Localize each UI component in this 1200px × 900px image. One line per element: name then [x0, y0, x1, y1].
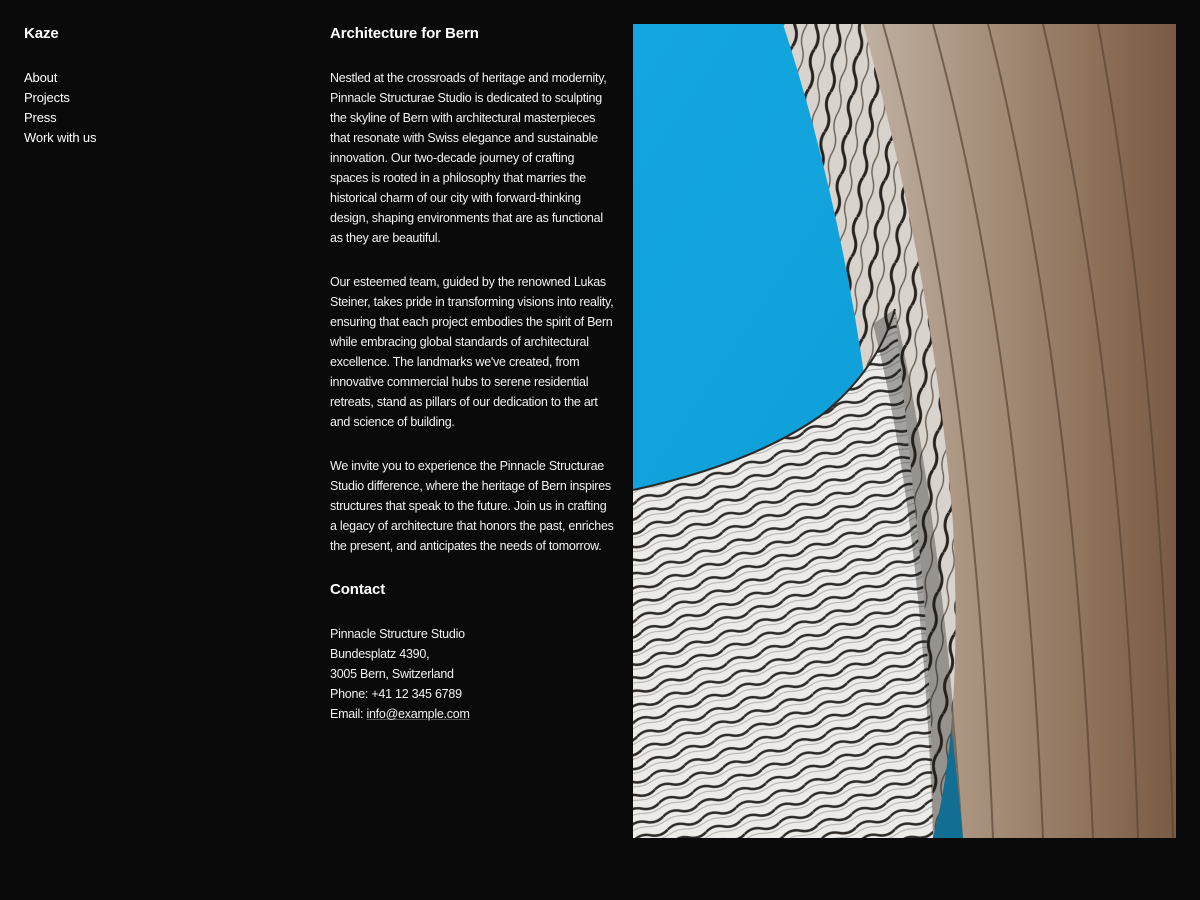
page-title: Architecture for Bern: [330, 25, 479, 42]
team-paragraph: Our esteemed team, guided by the renowned Lukas Steiner, takes pride in transforming visions into reality, ensuring that each project embodies the spirit of Bern while embracing global standards of architectural excellence. The landmarks we've created, from innovative commercial hubs to serene residential retreats, stand as pillars of our dedication to the art and science of building.: [330, 275, 614, 429]
contact-email-row: [330, 704, 615, 724]
nav-item-projects: [24, 88, 96, 108]
architecture-photo: [633, 24, 1176, 838]
intro-paragraph: Nestled at the crossroads of heritage and modernity, Pinnacle Structurae Studio is dedicated to sculpting the skyline of Bern with architectural masterpieces that resonate with Swiss elegance and sustainable innovation. Our two-decade journey of crafting spaces is rooted in a philosophy that marries the historical charm of our city with forward-thinking design, shaping environments that are as functional as they are beautiful.: [330, 71, 607, 245]
facade-illustration: [633, 24, 1176, 838]
nav-link-projects[interactable]: Projects: [24, 90, 70, 105]
nav-item-about: [24, 68, 96, 88]
contact-phone: Phone: +41 12 345 6789: [330, 687, 462, 701]
contact-email-label: Email:: [330, 707, 367, 721]
contact-city: 3005 Bern, Switzerland: [330, 667, 454, 681]
main-content: [330, 24, 615, 724]
main-nav: [24, 68, 96, 148]
nav-item-work-with-us: [24, 128, 96, 148]
nav-link-work-with-us[interactable]: Work with us: [24, 130, 97, 145]
invitation-paragraph: We invite you to experience the Pinnacle Structurae Studio difference, where the heritage of Bern inspires structures that speak to the future. Join us in crafting a legacy of architecture that honors the past, enriches the present, and anticipates the needs of tomorrow.: [330, 459, 614, 553]
brand-logo[interactable]: Kaze: [24, 25, 59, 42]
contact-heading: Contact: [330, 581, 386, 598]
nav-link-press[interactable]: Press: [24, 110, 57, 125]
contact-company: Pinnacle Structure Studio: [330, 627, 465, 641]
contact-street: Bundesplatz 4390,: [330, 647, 430, 661]
contact-block: [330, 624, 615, 724]
nav-link-about[interactable]: About: [24, 70, 58, 85]
contact-email-link[interactable]: info@example.com: [366, 707, 470, 721]
nav-item-press: [24, 108, 96, 128]
